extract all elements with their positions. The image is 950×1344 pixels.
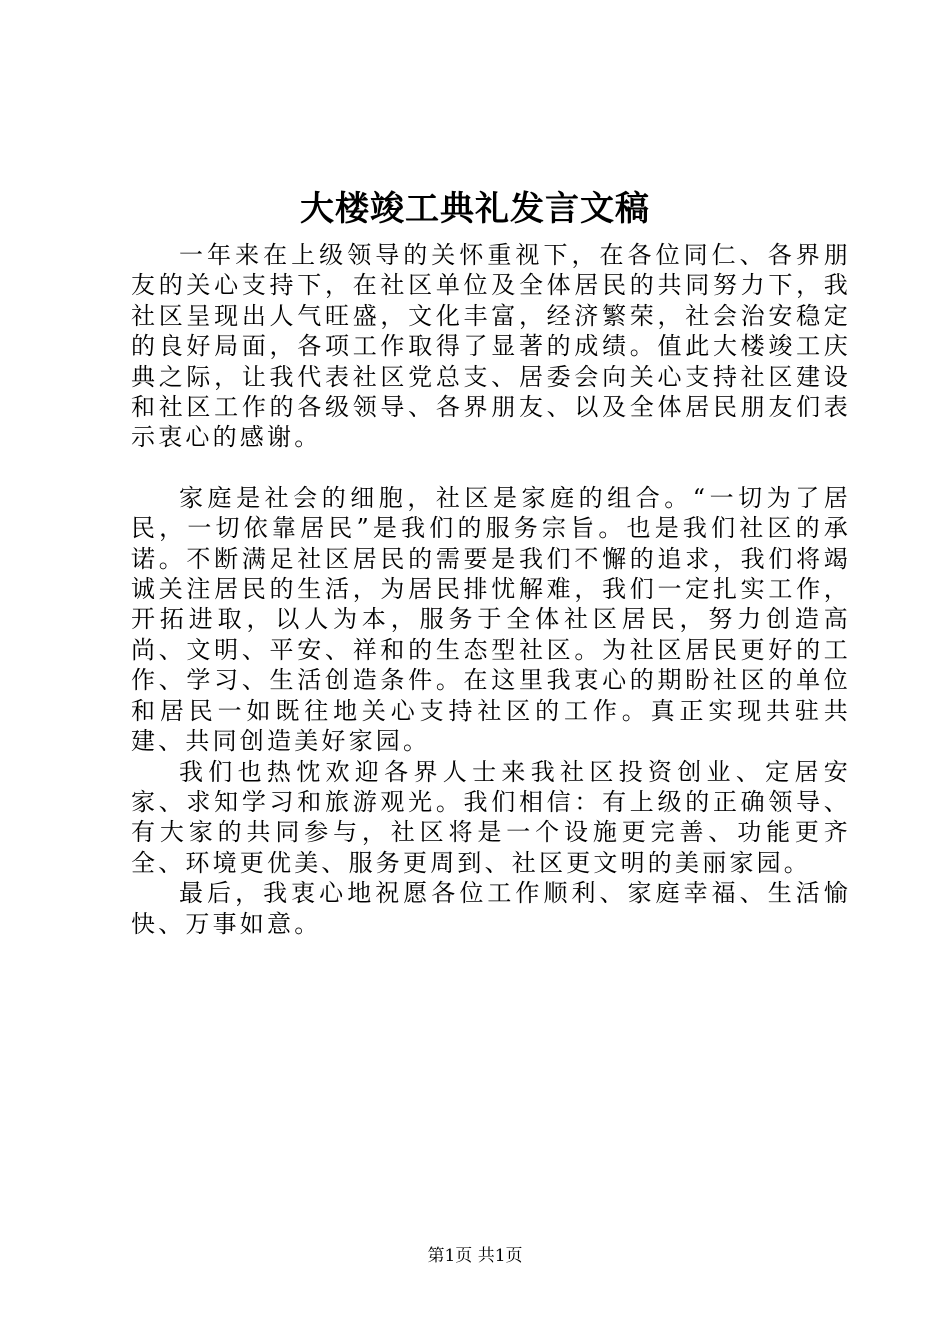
paragraph-welcome: 我们也热忱欢迎各界人士来我社区投资创业、定居安家、求知学习和旅游观光。我们相信：有上级的正确领导、有大家的共同参与，社区将是一个设施更完善、功能更齐全、环境更优美、服务更周到、社区更文明的美丽家园。 xyxy=(131,757,851,877)
document-body xyxy=(131,240,851,939)
paragraph-opening: 一年来在上级领导的关怀重视下，在各位同仁、各界朋友的关心支持下，在社区单位及全体居民的共同努力下，我社区呈现出人气旺盛，文化丰富，经济繁荣，社会治安稳定的良好局面，各项工作取得了显著的成绩。值此大楼竣工庆典之际，让我代表社区党总支、居委会向关心支持社区建设和社区工作的各级领导、各界朋友、以及全体居民朋友们表示衷心的感谢。 xyxy=(131,241,851,452)
document-title: 大楼竣工典礼发言文稿 xyxy=(300,189,650,229)
page-number-footer: 第1页 共1页 xyxy=(427,1246,523,1266)
paragraph-closing-wishes: 最后，我衷心地祝愿各位工作顺利、家庭幸福、生活愉快、万事如意。 xyxy=(131,879,851,938)
paragraph-community-commitment: 家庭是社会的细胞，社区是家庭的组合。“一切为了居民，一切依靠居民”是我们的服务宗旨。也是我们社区的承诺。不断满足社区居民的需要是我们不懈的追求，我们将竭诚关注居民的生活，为居民排忧解难，我们一定扎实工作，开拓进取，以人为本，服务于全体社区居民，努力创造高尚、文明、平安、祥和的生态型社区。为社区居民更好的工作、学习、生活创造条件。在这里我衷心的期盼社区的单位和居民一如既往地关心支持社区的工作。真正实现共驻共建、共同创造美好家园。 xyxy=(131,483,851,756)
